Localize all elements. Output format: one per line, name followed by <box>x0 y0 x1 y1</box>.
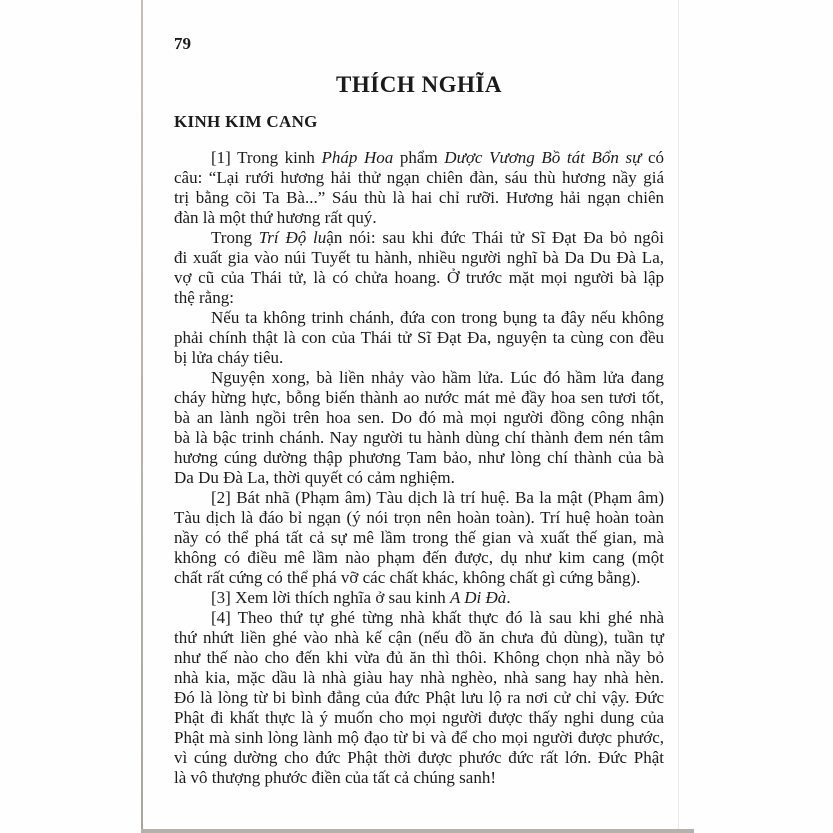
text-line <box>174 568 664 588</box>
paragraph <box>174 588 664 608</box>
text-segment: có <box>641 148 664 167</box>
page-scan-edge-left <box>141 0 143 833</box>
text-line <box>174 668 664 688</box>
text-line <box>174 588 664 608</box>
page-scan-edge-bottom <box>141 829 694 833</box>
italic-text-segment: Dược Vương Bồ tát Bổn sự <box>444 148 642 167</box>
paragraph <box>174 148 664 228</box>
text-segment: nầy có thể phá tất cả sự mê lầm trong thế gian và xuất thế gian, mà <box>174 528 664 547</box>
text-line <box>174 388 664 408</box>
text-segment: bà an lành ngồi trên hoa sen. Do đó mà mọi người đồng công nhận <box>174 408 664 427</box>
paragraph <box>174 608 664 788</box>
text-line <box>174 348 664 368</box>
text-segment: đi xuất gia vào núi Tuyết tu hành, nhiều người nghĩ bà Da Du Đà La, <box>174 248 664 267</box>
text-segment: đàn là một thứ hương rất quý. <box>174 208 377 227</box>
text-segment: Da Du Đà La, thời quyết có cảm nghiệm. <box>174 468 455 487</box>
body-paragraphs <box>174 148 664 788</box>
text-segment: Tàu dịch là đáo bỉ ngạn (ý nói trọn nên hoàn toàn). Trí huệ hoàn toàn <box>174 508 664 527</box>
text-segment: Phật mà sinh lòng lành mộ đạo từ bi và để cho mọi người được phước, <box>174 728 664 747</box>
text-line <box>174 408 664 428</box>
text-line <box>174 748 664 768</box>
text-line <box>174 328 664 348</box>
page-scan-edge-right <box>678 0 679 833</box>
text-segment: [3] Xem lời thích nghĩa ở sau kinh <box>211 588 450 607</box>
text-line <box>174 628 664 648</box>
text-line <box>174 228 664 248</box>
paragraph <box>174 308 664 368</box>
text-line <box>174 308 664 328</box>
text-line <box>174 548 664 568</box>
text-line <box>174 648 664 668</box>
text-segment: thệ rằng: <box>174 288 234 307</box>
paragraph <box>174 488 664 588</box>
text-line <box>174 468 664 488</box>
text-segment: là vô thượng phước điền của tất cả chúng sanh! <box>174 768 497 787</box>
text-segment: Nguyện xong, bà liền nhảy vào hầm lửa. Lúc đó hầm lửa đang <box>211 368 664 387</box>
text-segment: [2] Bát nhã (Phạm âm) Tàu dịch là trí huệ. Ba la mật (Phạm âm) <box>211 488 664 507</box>
text-segment: không có điều mê lầm nào phạm đến được, dụ như kim cang (một <box>174 548 664 567</box>
text-line <box>174 728 664 748</box>
text-segment: vì cúng dường cho đức Phật thời được phước đức rất lớn. Đức Phật <box>174 748 664 767</box>
text-segment: hương cúng dường thập phương Tam bảo, như lòng chí thành của bà <box>174 448 664 467</box>
text-line <box>174 188 664 208</box>
text-line <box>174 268 664 288</box>
text-segment: chất rất cứng có thể phá vỡ các chất khác, không chất gì cứng bằng). <box>174 568 641 587</box>
text-line <box>174 488 664 508</box>
text-line <box>174 368 664 388</box>
italic-text-segment: Trí Độ lu <box>258 228 327 247</box>
text-segment: bà là bậc trinh chánh. Nay người tu hành dùng chí thành đem nén tâm <box>174 428 664 447</box>
text-line <box>174 148 664 168</box>
text-segment: Nếu ta không trinh chánh, đứa con trong bụng ta đây nếu không <box>211 308 664 327</box>
text-segment: Trong <box>211 228 259 247</box>
text-segment: bị lửa cháy tiêu. <box>174 348 284 367</box>
page-number: 79 <box>174 34 191 53</box>
text-line <box>174 688 664 708</box>
text-segment: phẩm <box>393 148 445 167</box>
text-line <box>174 508 664 528</box>
text-segment: thứ nhứt liền ghé vào nhà kế cận (nếu đồ ăn chưa đủ dùng), tuần tự <box>174 628 664 647</box>
text-segment: vợ cũ của Thái tử, là có chửa hoang. Ở trước mặt mọi người bà lập <box>174 268 664 287</box>
text-line <box>174 168 664 188</box>
text-segment: phải chính thật là con của Thái tử Sĩ Đạt Đa, nguyện ta cùng con đều <box>174 328 664 347</box>
text-segment: ận nói: sau khi đức Thái tử Sĩ Đạt Đa bỏ ngôi <box>326 228 665 247</box>
text-line <box>174 428 664 448</box>
text-segment: . <box>506 588 511 607</box>
italic-text-segment: Pháp Hoa <box>321 148 394 167</box>
text-segment: như thế nào cho đến khi vừa đủ ăn thì thôi. Không chọn nhà nầy bỏ <box>174 648 664 667</box>
text-segment: nhà kia, mặc dầu là nhà giàu hay nhà nghèo, nhà sang hay nhà hèn. <box>174 668 664 687</box>
text-segment: [4] Theo thứ tự ghé từng nhà khất thực đó là sau khi ghé nhà <box>211 608 664 627</box>
text-segment: câu: “Lại rưới hương hải thử ngạn chiên đàn, sáu thù hương nầy giá <box>174 168 664 187</box>
text-line <box>174 608 664 628</box>
paragraph <box>174 228 664 308</box>
text-line <box>174 448 664 468</box>
italic-text-segment: A Di Đà <box>449 588 507 607</box>
page-title: THÍCH NGHĨA <box>336 72 502 97</box>
paragraph <box>174 368 664 488</box>
text-line <box>174 708 664 728</box>
text-line <box>174 768 664 788</box>
text-segment: cháy hừng hực, bỗng biến thành ao nước mát mẻ đầy hoa sen tươi tốt, <box>174 388 664 407</box>
text-line <box>174 208 664 228</box>
section-heading: KINH KIM CANG <box>174 112 318 131</box>
text-line <box>174 288 664 308</box>
text-segment: Đó là lòng từ bi bình đẳng của đức Phật lưu lộ ra nơi cử chỉ vậy. Đức <box>174 688 664 707</box>
text-segment: [1] Trong kinh <box>211 148 322 167</box>
text-segment: Phật đi khất thực là ý muốn cho mọi người được thấy nghi dung của <box>174 708 664 727</box>
text-line <box>174 248 664 268</box>
text-line <box>174 528 664 548</box>
text-segment: trị bằng cõi Ta Bà...” Sáu thù là hai chỉ rưỡi. Hương hải ngạn chiên <box>174 188 664 207</box>
